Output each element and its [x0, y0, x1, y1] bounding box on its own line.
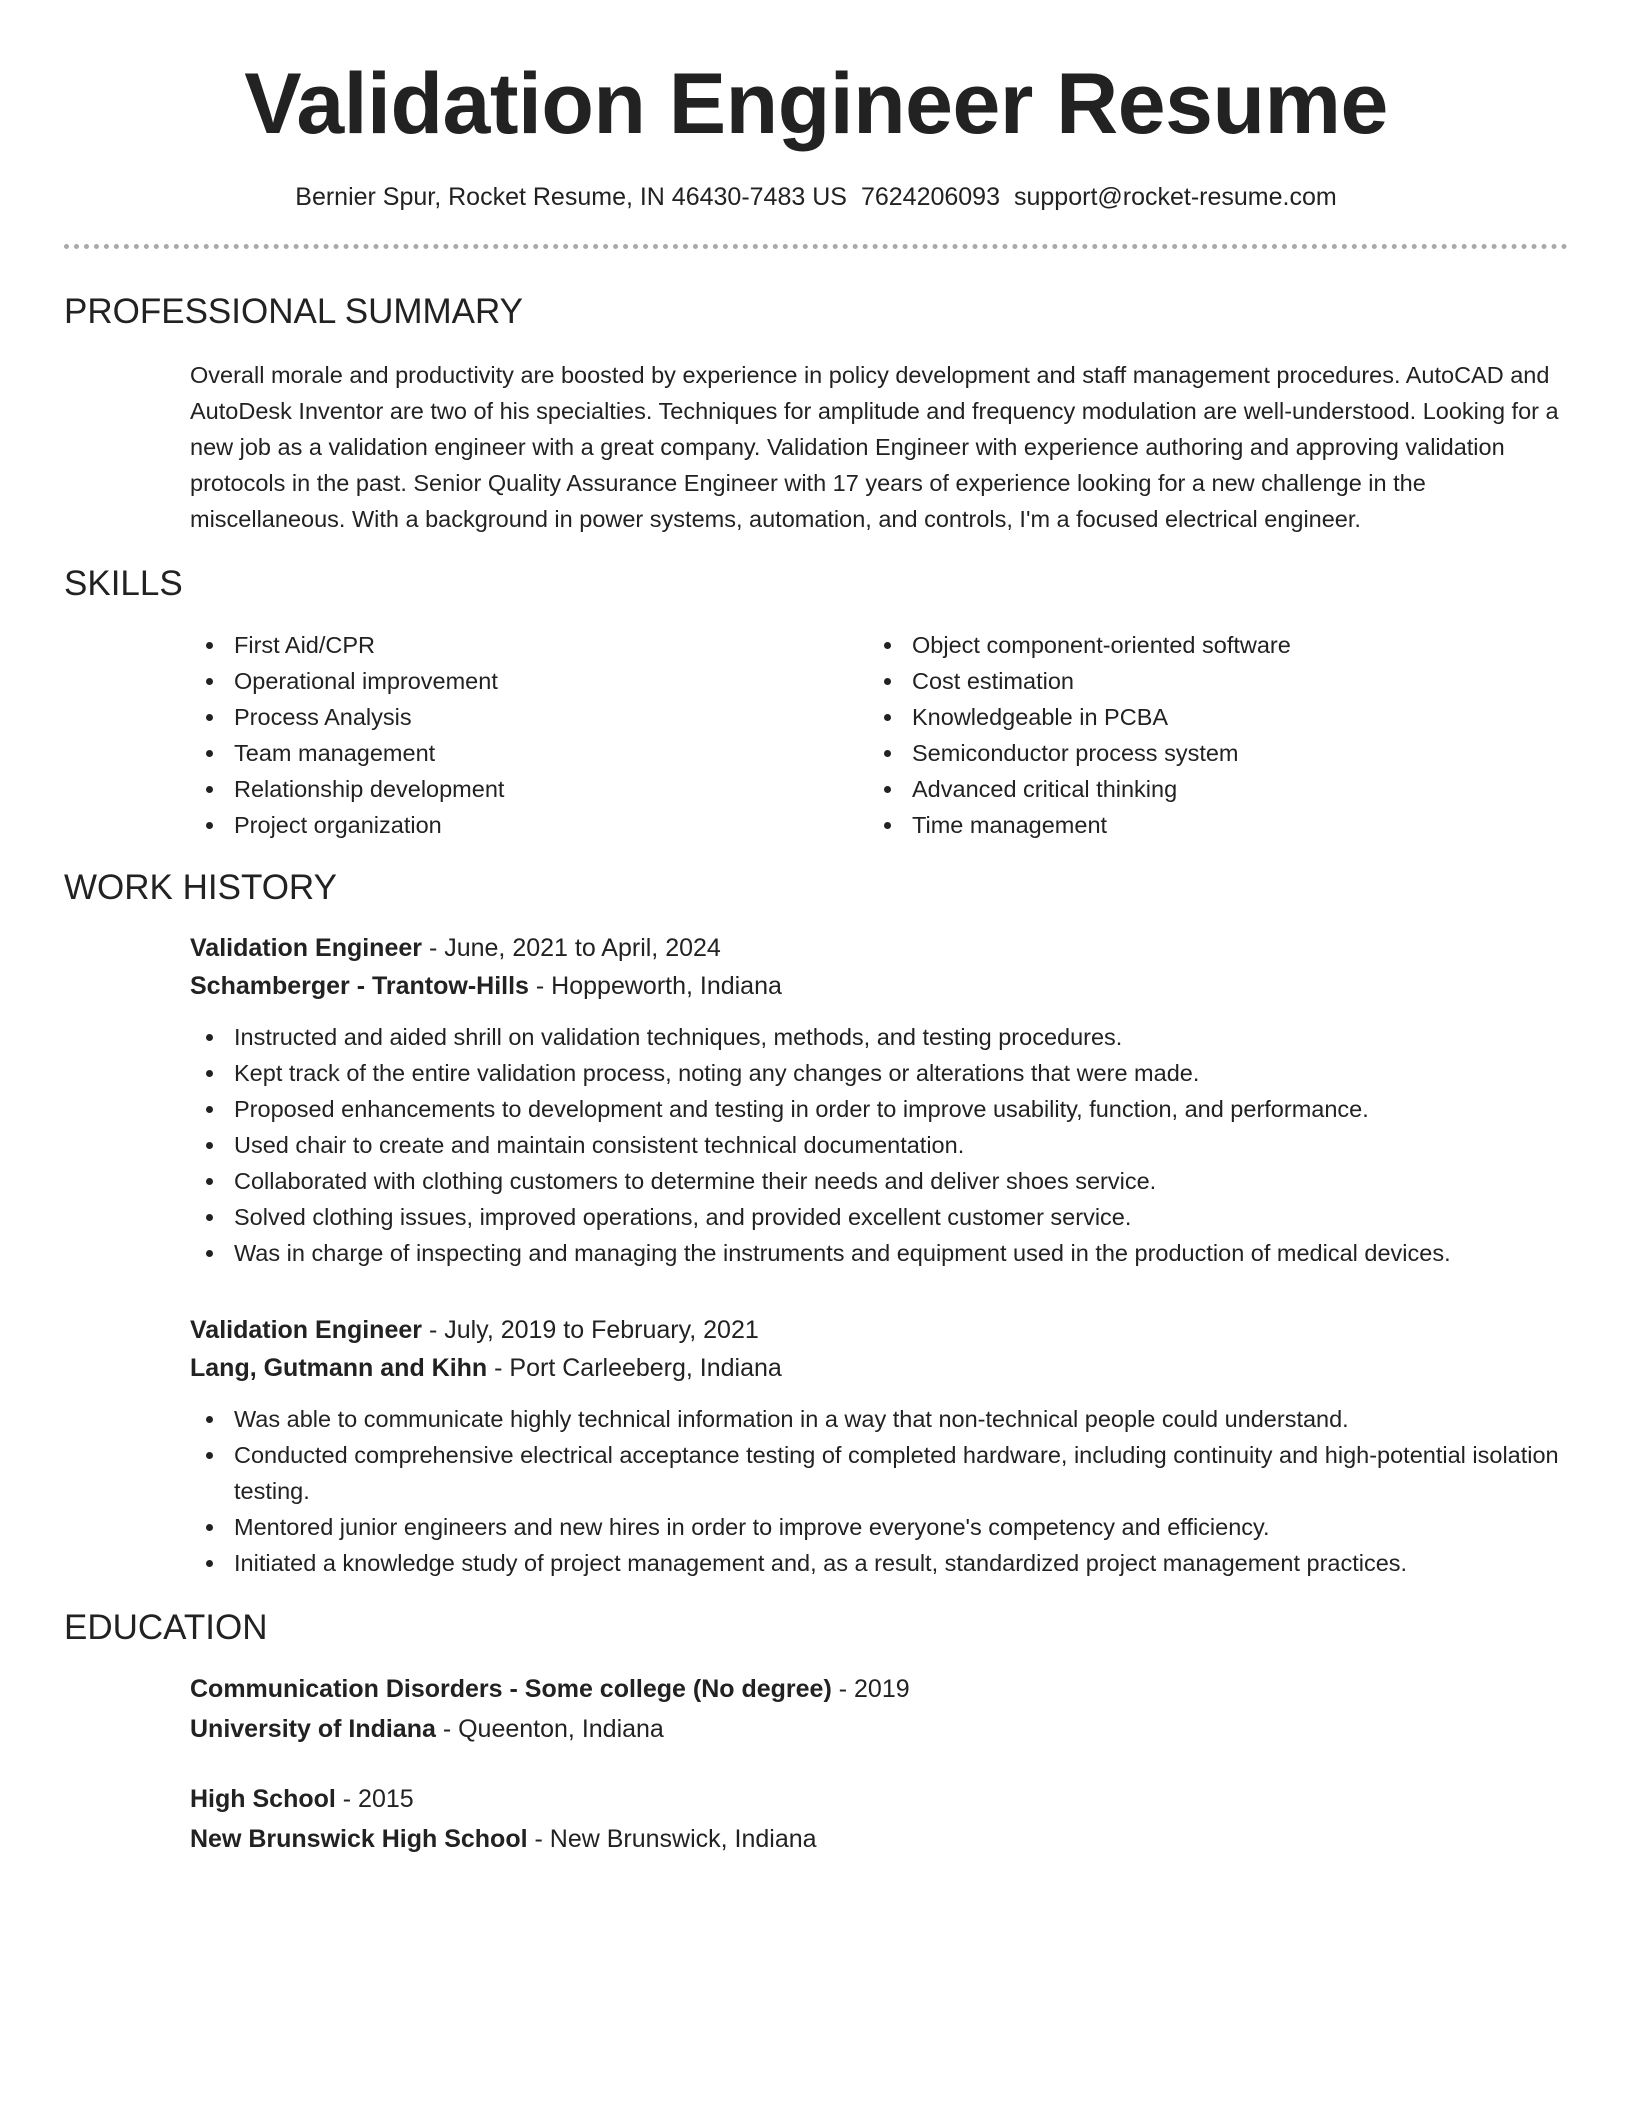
skills-column-right [868, 627, 1546, 843]
education-location: - Queenton, Indiana [435, 1715, 664, 1743]
resume-title: Validation Engineer Resume [244, 56, 1388, 152]
education-school-line [190, 1709, 1568, 1749]
work-history-section [64, 867, 1568, 1581]
skills-section [64, 563, 1568, 843]
job-title: Validation Engineer [190, 1316, 422, 1344]
skill-item: Advanced critical thinking [868, 771, 1546, 807]
job-bullet: Mentored junior engineers and new hires in order to improve everyone's competency and efficiency. [190, 1509, 1568, 1545]
contact-address: Bernier Spur, Rocket Resume, IN 46430-7483 US [295, 183, 847, 211]
education-degree-line [190, 1779, 1568, 1819]
skills-heading: SKILLS [64, 564, 183, 603]
job-bullet: Proposed enhancements to development and testing in order to improve usability, function, and performance. [190, 1091, 1568, 1127]
job-bullet: Conducted comprehensive electrical acceptance testing of completed hardware, including continuity and high-potential isolation testing. [190, 1437, 1568, 1509]
education-entry [190, 1669, 1568, 1749]
job-title-line [190, 1311, 1568, 1349]
education-school: New Brunswick High School [190, 1825, 528, 1853]
job-location: - Port Carleeberg, Indiana [487, 1354, 782, 1382]
job-bullet: Used chair to create and maintain consistent technical documentation. [190, 1127, 1568, 1163]
job-dates: - July, 2019 to February, 2021 [422, 1316, 759, 1344]
skill-item: Semiconductor process system [868, 735, 1546, 771]
education-location: - New Brunswick, Indiana [527, 1825, 817, 1853]
job-bullets [190, 1401, 1568, 1581]
job-bullet: Instructed and aided shrill on validation techniques, methods, and testing procedures. [190, 1019, 1568, 1055]
job-company: Lang, Gutmann and Kihn [190, 1354, 488, 1382]
summary-section [64, 291, 1568, 537]
contact-line [64, 180, 1568, 214]
skill-item: Operational improvement [190, 663, 868, 699]
work-history-heading: WORK HISTORY [64, 868, 337, 907]
summary-text: Overall morale and productivity are boosted by experience in policy development and staff management procedures. AutoCAD and AutoDesk Inventor are two of his specialties. Techniques for amplitude and frequency modulation are well-understood. Looking for a new job as a validation engineer with a great company. Validation Engineer with experience authoring and approving validation protocols in the past. Senior Quality Assurance Engineer with 17 years of experience looking for a new challenge in the miscellaneous. With a background in power systems, automation, and controls, I'm a focused electrical engineer. [190, 362, 1559, 532]
job-title: Validation Engineer [190, 934, 422, 962]
skills-list [190, 627, 1568, 843]
education-entry [190, 1779, 1568, 1859]
job-bullet: Initiated a knowledge study of project management and, as a result, standardized project management practices. [190, 1545, 1568, 1581]
contact-email: support@rocket-resume.com [1014, 183, 1337, 211]
skill-item: Relationship development [190, 771, 868, 807]
job-bullet: Collaborated with clothing customers to determine their needs and deliver shoes service. [190, 1163, 1568, 1199]
education-degree: High School [190, 1785, 336, 1813]
job-bullet: Solved clothing issues, improved operations, and provided excellent customer service. [190, 1199, 1568, 1235]
job-company-line [190, 1349, 1568, 1387]
education-school: University of Indiana [190, 1715, 436, 1743]
header-divider [64, 244, 1568, 249]
skill-item: First Aid/CPR [190, 627, 868, 663]
education-heading: EDUCATION [64, 1608, 268, 1647]
skill-item: Process Analysis [190, 699, 868, 735]
job-entry [190, 929, 1568, 1271]
job-bullet: Was in charge of inspecting and managing the instruments and equipment used in the production of medical devices. [190, 1235, 1568, 1271]
job-location: - Hoppeworth, Indiana [528, 972, 782, 1000]
skill-item: Time management [868, 807, 1546, 843]
education-degree-line [190, 1669, 1568, 1709]
education-year: - 2019 [831, 1675, 910, 1703]
contact-phone: 7624206093 [860, 183, 1000, 211]
job-bullet: Was able to communicate highly technical information in a way that non-technical people could understand. [190, 1401, 1568, 1437]
job-title-line [190, 929, 1568, 967]
education-year: - 2015 [335, 1785, 414, 1813]
skill-item: Cost estimation [868, 663, 1546, 699]
skill-item: Team management [190, 735, 868, 771]
job-entry [190, 1311, 1568, 1581]
job-bullet: Kept track of the entire validation process, noting any changes or alterations that were made. [190, 1055, 1568, 1091]
skills-column-left [190, 627, 868, 843]
education-section [64, 1607, 1568, 1859]
skill-item: Project organization [190, 807, 868, 843]
job-bullets [190, 1019, 1568, 1271]
education-school-line [190, 1819, 1568, 1859]
skill-item: Knowledgeable in PCBA [868, 699, 1546, 735]
job-company-line [190, 967, 1568, 1005]
summary-heading: PROFESSIONAL SUMMARY [64, 292, 523, 331]
job-dates: - June, 2021 to April, 2024 [422, 934, 721, 962]
education-degree: Communication Disorders - Some college (No degree) [190, 1675, 832, 1703]
skill-item: Object component-oriented software [868, 627, 1546, 663]
job-company: Schamberger - Trantow-Hills [190, 972, 529, 1000]
